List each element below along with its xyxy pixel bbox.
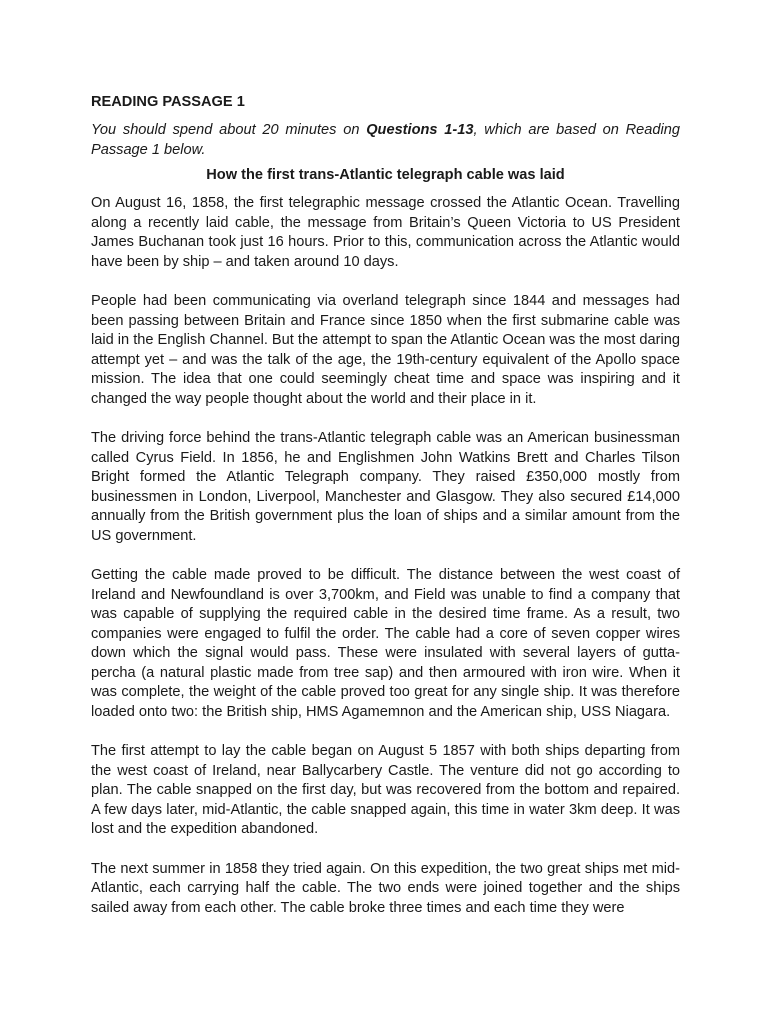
paragraph-6: The next summer in 1858 they tried again. On this expedition, the two great ships met mid- Atlantic, each carrying half the cable. The two ends were joined together and the ships sailed away from each other. The cable broke three times and each time they were: [91, 860, 680, 916]
paragraph-4: Getting the cable made proved to be difficult. The distance between the west coast of Ireland and Newfoundland is over 3,700km, and Field was unable to find a company that was capable of supplying the required cable in the desired time frame. As a result, two companies were engaged to fulfil the order. The cable had a core of seven copper wires down which the signal would pass. These were insulated with several layers of gutta-percha (a natural plastic made from tree sap) and then armoured with iron wire. When it was complete, the weight of the cable proved too great for any single ship. It was therefore loaded onto two: the British ship, HMS Agamemnon and the American ship, USS Niagara.: [91, 567, 680, 720]
passage-heading: READING PASSAGE 1: [91, 94, 245, 110]
reading-passage-page: [91, 93, 680, 938]
paragraph-3: The driving force behind the trans-Atlantic telegraph cable was an American businessman called Cyrus Field. In 1856, he and Englishmen John Watkins Brett and Charles Tilson Bright formed the Atlantic Telegraph company. They raised £350,000 mostly from businessmen in London, Liverpool, Manchester and Glasgow. They also secured £14,000 annually from the British government plus the loan of ships and a similar amount from the US government.: [91, 430, 680, 544]
passage-instruction: [91, 121, 680, 160]
paragraph-5: The first attempt to lay the cable began on August 5 1857 with both ships departing from the west coast of Ireland, near Ballycarbery Castle. The venture did not go according to plan. The cable snapped on the first day, but was recovered from the bottom and repaired. A few days later, mid-Atlantic, the cable snapped again, this time in water 3km deep. It was lost and the expedition abandoned.: [91, 743, 680, 837]
paragraph-2: People had been communicating via overland telegraph since 1844 and messages had been passing between Britain and France since 1850 when the first submarine cable was laid in the English Channel. But the attempt to span the Atlantic Ocean was the most daring attempt yet – and was the talk of the age, the 19th-century equivalent of the Apollo space mission. The idea that one could seemingly cheat time and space was inspiring and it changed the way people thought about the world and their place in it.: [91, 293, 680, 407]
instruction-text-before: You should spend about 20 minutes on: [91, 122, 367, 138]
passage-title: How the first trans-Atlantic telegraph cable was laid: [206, 167, 565, 183]
paragraph-1: On August 16, 1858, the first telegraphic message crossed the Atlantic Ocean. Travelling along a recently laid cable, the message from Britain’s Queen Victoria to US President James Buchanan took just 16 hours. Prior to this, communication across the Atlantic would have been by ship – and taken around 10 days.: [91, 195, 680, 270]
instruction-questions-range: Questions 1-13: [366, 122, 474, 138]
instruction-text-after: , which are based on Reading Passage 1 below.: [91, 122, 681, 158]
